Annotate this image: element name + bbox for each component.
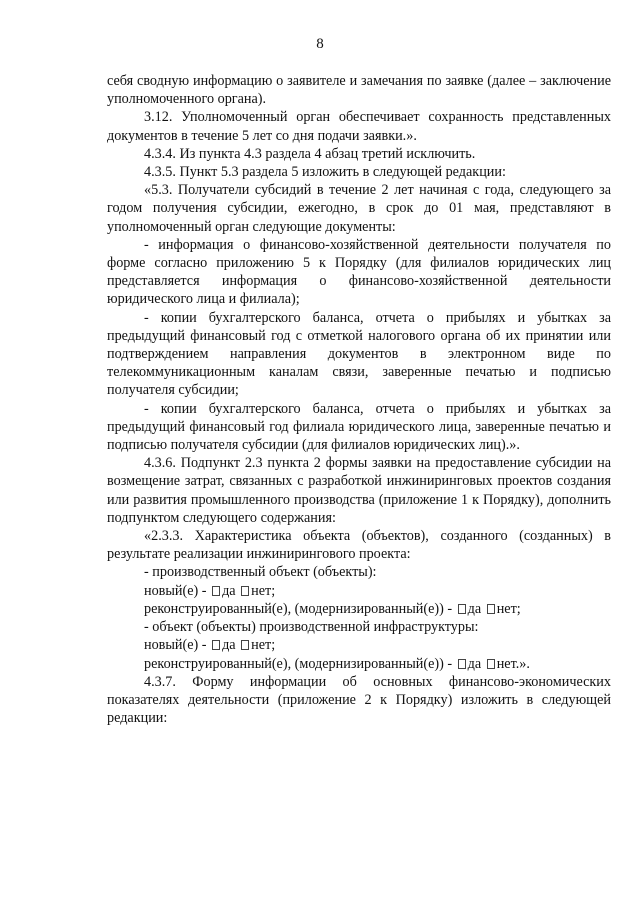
paragraph: 4.3.6. Подпункт 2.3 пункта 2 формы заявки на предоставление субсидии на возмещение затрат, связанных с разработкой инжиниринговых проектов создания или развития промышленного производства (приложение 1 к Порядку), дополнить подпунктом следующего содержания: <box>107 455 611 526</box>
checkbox-no-label: нет; <box>251 582 276 599</box>
checkbox-icon <box>241 640 249 650</box>
paragraph: «5.3. Получатели субсидий в течение 2 лет начиная с года, следующего за годом получения субсидии, ежегодно, в срок до 01 мая, представляют в уполномоченный орган следующие документы: <box>107 182 611 235</box>
paragraph: себя сводную информацию о заявителе и замечания по заявке (далее – заключение уполномоченного органа). <box>107 73 611 108</box>
checkbox-icon <box>458 659 466 669</box>
paragraph: - копии бухгалтерского баланса, отчета о прибылях и убытках за предыдущий финансовый год филиала юридического лица, заверенные печатью и подписью получателя субсидии (для филиалов юридических лиц).». <box>107 400 611 454</box>
paragraph: 4.3.5. Пункт 5.3 раздела 5 изложить в следующей редакции: <box>144 164 506 181</box>
paragraph: 3.12. Уполномоченный орган обеспечивает сохранность представленных документов в течение 5 лет со дня подачи заявки.». <box>107 109 611 144</box>
checklist-line <box>107 600 611 618</box>
checkbox-yes-label: да <box>222 637 236 654</box>
checkbox-icon <box>212 586 220 596</box>
checkbox-icon <box>458 604 466 614</box>
checkbox-yes-label: да <box>467 600 482 617</box>
checklist-line <box>107 655 611 673</box>
checklist-line <box>107 618 611 636</box>
checklist-line <box>107 636 611 654</box>
checkbox-icon <box>212 640 220 650</box>
paragraph: «2.3.3. Характеристика объекта (объектов), созданного (созданных) в результате реализации инжинирингового проекта: <box>107 528 611 563</box>
checklist-text: новый(е) - <box>144 582 211 599</box>
checkbox-no-label: нет; <box>251 637 276 654</box>
checklist-line <box>107 582 611 600</box>
paragraph: - копии бухгалтерского баланса, отчета о прибылях и убытках за предыдущий финансовый год с отметкой налогового органа об их принятии или подтверждением направления документов в электронном виде по телекоммуникационным каналам связи, заверенные печатью и подписью получателя субсидии; <box>107 309 611 399</box>
checkbox-yes-label: да <box>467 655 482 672</box>
checklist-text: - объект (объекты) производственной инфраструктуры: <box>144 619 479 636</box>
checkbox-no-label: нет; <box>496 600 521 617</box>
checklist-text: новый(е) - <box>144 637 211 654</box>
checklist-line <box>107 563 611 581</box>
checkbox-yes-label: да <box>222 582 236 599</box>
checklist-text: реконструированный(е), (модернизированный(е)) - <box>144 655 456 672</box>
checkbox-icon <box>487 604 495 614</box>
document-body <box>107 72 611 727</box>
checkbox-icon <box>241 586 249 596</box>
paragraph: 4.3.4. Из пункта 4.3 раздела 4 абзац третий исключить. <box>144 145 476 162</box>
checklist-text: реконструированный(е), (модернизированный(е)) - <box>144 600 456 617</box>
paragraph: 4.3.7. Форму информации об основных финансово-экономических показателях деятельности (приложение 2 к Порядку) изложить в следующей редакции: <box>107 673 611 727</box>
checklist-text: - производственный объект (объекты): <box>144 564 377 581</box>
checkbox-icon <box>487 659 495 669</box>
page-number: 8 <box>316 36 324 52</box>
paragraph: - информация о финансово-хозяйственной деятельности получателя по форме согласно приложению 5 к Порядку (для филиалов юридических лиц представляется информация о финансово-хозяйственной деятельности юридического лица и филиала); <box>107 236 611 308</box>
checkbox-no-label: нет.». <box>496 655 530 672</box>
